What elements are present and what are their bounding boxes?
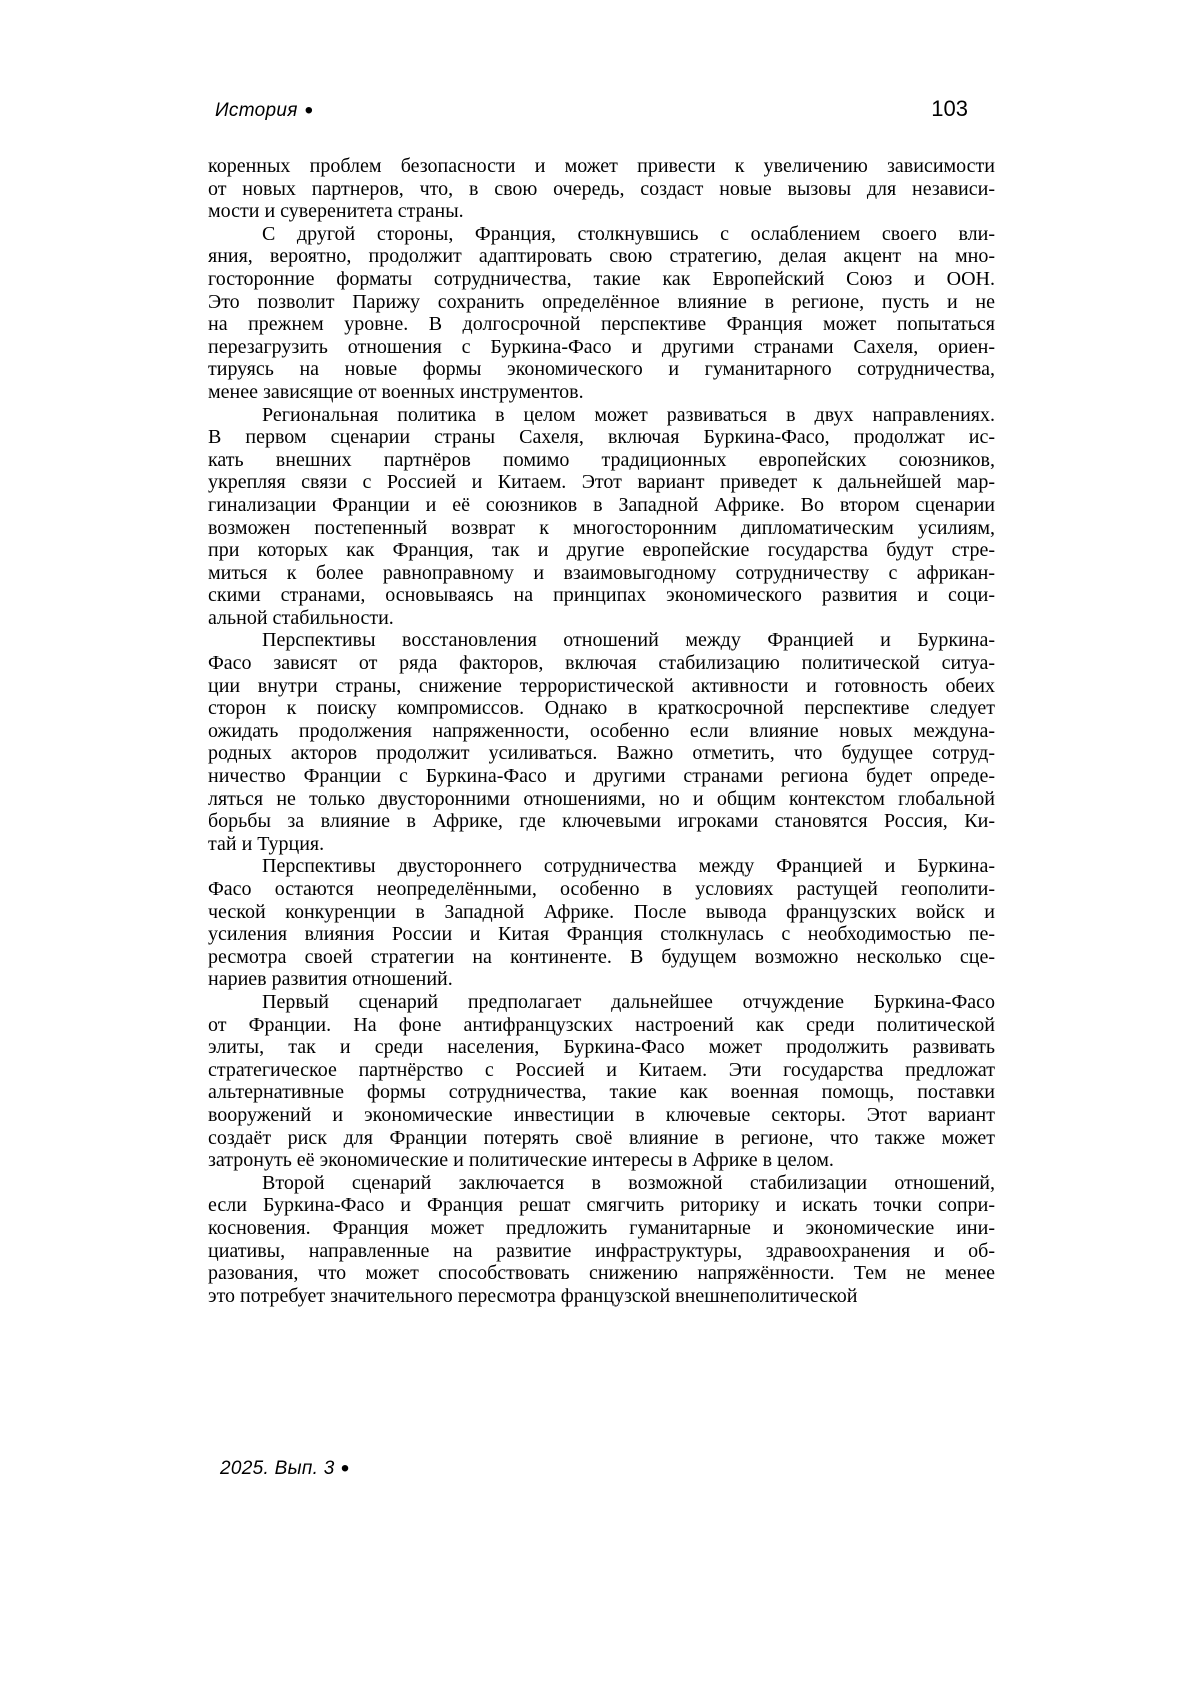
page-number: 103 (931, 96, 968, 121)
paragraph (208, 1172, 995, 1308)
text-line: мости и суверенитета страны. (208, 200, 464, 223)
text-line: скими странами, основываясь на принципах экономического развития и соци- (208, 584, 995, 607)
text-line: госторонние форматы сотрудничества, такие как Европейский Союз и ООН. (208, 267, 995, 290)
text-line: затронуть её экономические и политические интересы в Африке в целом. (208, 1149, 834, 1172)
running-head-left (215, 97, 314, 124)
text-line: косновения. Франция может предложить гуманитарные и экономические ини- (208, 1216, 995, 1239)
text-line: альтернативные формы сотрудничества, такие как военная помощь, поставки (208, 1081, 995, 1104)
text-line: укрепляя связи с Россией и Китаем. Этот вариант приведет к дальнейшей мар- (208, 471, 995, 494)
text-line: С другой стороны, Франция, столкнувшись с ослаблением своего вли- (262, 222, 995, 245)
text-line: циативы, направленные на развитие инфраструктуры, здравоохранения и об- (208, 1239, 995, 1262)
text-line: на прежнем уровне. В долгосрочной перспективе Франция может попытаться (208, 313, 995, 336)
header-bullet-icon: • (304, 97, 314, 124)
text-line: ничество Франции с Буркина-Фасо и другими странами региона будет опреде- (208, 765, 995, 788)
article-text (208, 155, 995, 1307)
paragraph (208, 991, 995, 1172)
paragraph (208, 629, 995, 855)
text-line: вооружений и экономические инвестиции в ключевые секторы. Этот вариант (208, 1103, 995, 1126)
text-line: гинализации Франции и её союзников в Западной Африке. Во втором сценарии (208, 493, 995, 516)
text-line: разования, что может способствовать снижению напряжённости. Тем не менее (208, 1262, 995, 1285)
text-line: тируясь на новые формы экономического и гуманитарного сотрудничества, (208, 358, 995, 381)
running-head (215, 96, 995, 122)
text-line: от Франции. На фоне антифранцузских настроений как среди политической (208, 1013, 995, 1036)
text-line: усиления влияния России и Китая Франция столкнулась с необходимостью пе- (208, 923, 995, 946)
text-line: это потребует значительного пересмотра французской внешнеполитической (208, 1284, 858, 1307)
text-line: яния, вероятно, продолжит адаптировать свою стратегию, делая акцент на мно- (208, 245, 995, 268)
text-line: Региональная политика в целом может развиваться в двух направлениях. (262, 403, 995, 426)
footer-bullet-icon: • (340, 1455, 350, 1482)
text-line: Фасо зависят от ряда факторов, включая стабилизацию политической ситуа- (208, 652, 995, 675)
text-line: борьбы за влияние в Африке, где ключевыми игроками становятся Россия, Ки- (208, 810, 995, 833)
text-line: родных акторов продолжит усиливаться. Важно отметить, что будущее сотруд- (208, 742, 995, 765)
paragraph (208, 404, 995, 630)
text-line: ляться не только двусторонними отношениями, но и общим контекстом глобальной (208, 787, 995, 810)
page-footer (220, 1455, 350, 1482)
text-line: ожидать продолжения напряженности, особенно если влияние новых междуна- (208, 719, 995, 742)
text-line: ческой конкуренции в Западной Африке. После вывода французских войск и (208, 900, 995, 923)
paragraph (208, 855, 995, 991)
text-line: перезагрузить отношения с Буркина-Фасо и другими странами Сахеля, ориен- (208, 335, 995, 358)
text-line: стратегическое партнёрство с Россией и Китаем. Эти государства предложат (208, 1058, 995, 1081)
text-line: ции внутри страны, снижение террористической активности и готовность обеих (208, 674, 995, 697)
text-line: ресмотра своей стратегии на континенте. В будущем возможно несколько сце- (208, 945, 995, 968)
text-line: Фасо остаются неопределёнными, особенно в условиях растущей геополити- (208, 878, 995, 900)
text-line: при которых как Франция, так и другие европейские государства будут стре- (208, 539, 995, 562)
text-line: элиты, так и среди населения, Буркина-Фасо может продолжить развивать (208, 1036, 995, 1059)
text-line: тай и Турция. (208, 832, 325, 855)
text-line: от новых партнеров, что, в свою очередь, создаст новые вызовы для независи- (208, 177, 995, 200)
text-line: кать внешних партнёров помимо традиционных европейских союзников, (208, 448, 995, 471)
text-line: В первом сценарии страны Сахеля, включая Буркина-Фасо, продолжат ис- (208, 426, 995, 449)
footer-issue-label: 2025. Вып. 3 (220, 1458, 335, 1479)
paragraph (208, 223, 995, 404)
text-line: создаёт риск для Франции потерять своё влияние в регионе, что также может (208, 1126, 995, 1149)
text-line: Перспективы двустороннего сотрудничества между Францией и Буркина- (262, 855, 995, 878)
text-line: возможен постепенный возврат к многосторонним дипломатическим усилиям, (208, 516, 995, 539)
section-title: История (215, 100, 298, 121)
text-line: Перспективы восстановления отношений между Францией и Буркина- (262, 629, 995, 652)
text-line: менее зависящие от военных инструментов. (208, 380, 584, 403)
text-line: альной стабильности. (208, 606, 394, 629)
text-line: Второй сценарий заключается в возможной стабилизации отношений, (262, 1171, 995, 1194)
text-line: нариев развития отношений. (208, 968, 453, 991)
text-line: Это позволит Парижу сохранить определённое влияние в регионе, пусть и не (208, 290, 995, 313)
text-line: коренных проблем безопасности и может привести к увеличению зависимости (208, 155, 995, 177)
text-line: миться к более равноправному и взаимовыгодному сотрудничеству с африкан- (208, 561, 995, 584)
paragraph (208, 155, 995, 223)
text-line: Первый сценарий предполагает дальнейшее отчуждение Буркина-Фасо (262, 990, 995, 1013)
text-line: сторон к поиску компромиссов. Однако в краткосрочной перспективе следует (208, 697, 995, 720)
text-line: если Буркина-Фасо и Франция решат смягчить риторику и искать точки сопри- (208, 1194, 995, 1217)
